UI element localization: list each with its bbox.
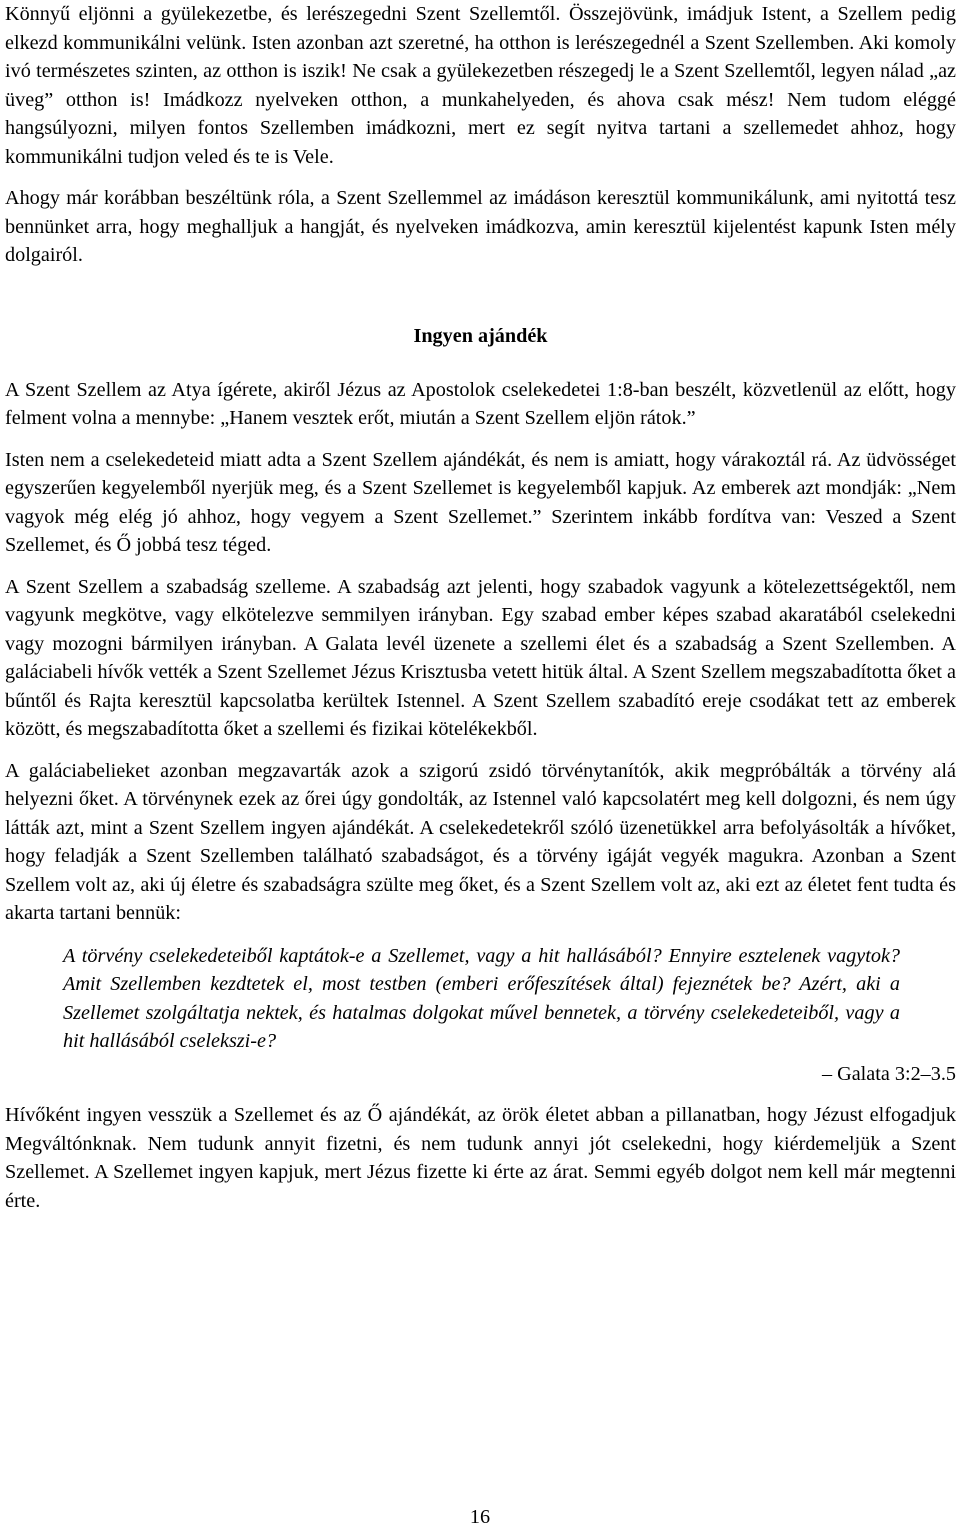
page-number: 16 bbox=[469, 1506, 491, 1528]
paragraph-section-1: A Szent Szellem az Atya ígérete, akiről Jézus az Apostolok cselekedetei 1:8-ban beszélt, közvetlenül az előtt, hogy felment volna a mennybe: „Hanem vesztek erőt, miután a Szent Szellem eljön rátok.” bbox=[5, 378, 956, 429]
paragraph-intro-2: Ahogy már korábban beszéltünk róla, a Szent Szellemmel az imádáson keresztül kommunikálunk, ami nyitottá tesz bennünket arra, hogy meghalljuk a hangját, és nyelveken imádkozva, amin keresztül kijelentést kapunk Isten mély dolgairól. bbox=[5, 187, 956, 266]
paragraph-section-3: A Szent Szellem a szabadság szelleme. A szabadság azt jelenti, hogy szabadok vagyunk a kötelezettségektől, nem vagyunk megkötve, vagy elkötelezve semmilyen irányban. Egy szabad ember képes szabad akaratából cselekedni vagy mozogni bármilyen irányban. A Galata levél üzenete a szellemi élet és a szabadság a Szent Szellemben. A galáciabeli hívők vették a Szent Szellemet Jézus Krisztusba vetett hitük által. A Szent Szellem megszabadította őket a bűntől és Rajta keresztül kapcsolatba kerültek Istennel. A Szent Szellem szabadító ereje csodákat tett az emberek között, és megszabadította őket a szellemi és fizikai kötelékekből. bbox=[5, 575, 956, 740]
scripture-quote: A törvény cselekedeteiből kaptátok-e a Szellemet, vagy a hit hallásából? Ennyire esztelenek vagytok? Amit Szellemben kezdtetek el, most testben (emberi erőfeszítések által) fejeznétek be? Azért, aki a Szellemet szolgáltatja nektek, és hatalmas dolgokat művel bennetek, a törvény cselekedeteiből, vagy a hit hallásából cselekszi-e? bbox=[63, 944, 900, 1052]
paragraph-section-2: Isten nem a cselekedeteid miatt adta a Szent Szellem ajándékát, és nem is amiatt, hogy várakoztál rá. Az üdvösséget egyszerűen kegyelemből nyerjük meg, és a Szent Szellemet is kegyelemből kapjuk. Az emberek azt mondják: „Nem vagyok még elég jó ahhoz, hogy vegyem a Szent Szellemet.” Szerintem inkább fordítva van: Veszed a Szent Szellemet, és Ő jobbá tesz téged. bbox=[5, 448, 956, 556]
section-heading: Ingyen ajándék bbox=[413, 324, 548, 347]
paragraph-section-4: A galáciabelieket azonban megzavarták azok a szigorú zsidó törvénytanítók, akik megpróbálták a törvény alá helyezni őket. A törvénynek ezek az őrei úgy gondolták, az Istennel való kapcsolatért meg kell dolgozni, és nem úgy látták azt, mint a Szent Szellem ingyen ajándékát. A cselekedetekről szóló üzenetükkel arra befolyásolták a hívőket, hogy feladják a Szent Szellemben található szabadságot, és a törvény igáját vegyék magukra. Azonban a Szent Szellem volt az, aki új életre és szabadságra szülte meg őket, és a Szent Szellem volt az, aki ezt az életet fent tudta és akarta tartani bennük: bbox=[5, 759, 956, 924]
paragraph-closing: Hívőként ingyen vesszük a Szellemet és az Ő ajándékát, az örök életet abban a pillanatban, hogy Jézust elfogadjuk Megváltónknak. Nem tudunk annyit fizetni, és nem tudunk annyi jót cselekedni, hogy kiérdemeljük a Szent Szellemet. A Szellemet ingyen kapjuk, mert Jézus fizette ki érte az árat. Semmi egyéb dolgot nem kell már megtenni érte. bbox=[5, 1104, 956, 1212]
document-page bbox=[5, 0, 956, 1215]
paragraph-intro-1: Könnyű eljönni a gyülekezetbe, és lerészegedni Szent Szellemtől. Összejövünk, imádjuk Istent, a Szellem pedig elkezd kommunikálni velünk. Isten azonban azt szeretné, ha otthon is lerészegednél a Szent Szellemben. Aki komoly ivó természetes szinten, az otthon is iszik! Ne csak a gyülekezetben részegedj le a Szent Szellemtől, legyen nálad „az üveg” otthon is! Imádkozz nyelveken otthon, a munkahelyeden, és ahova csak mész! Nem tudom eléggé hangsúlyozni, milyen fontos Szellemben imádkozni, mert ez segít nyitva tartani a szellemedet ahhoz, hogy kommunikálni tudjon veled és te is Vele. bbox=[5, 3, 956, 168]
scripture-reference: – Galata 3:2–3.5 bbox=[822, 1062, 956, 1085]
